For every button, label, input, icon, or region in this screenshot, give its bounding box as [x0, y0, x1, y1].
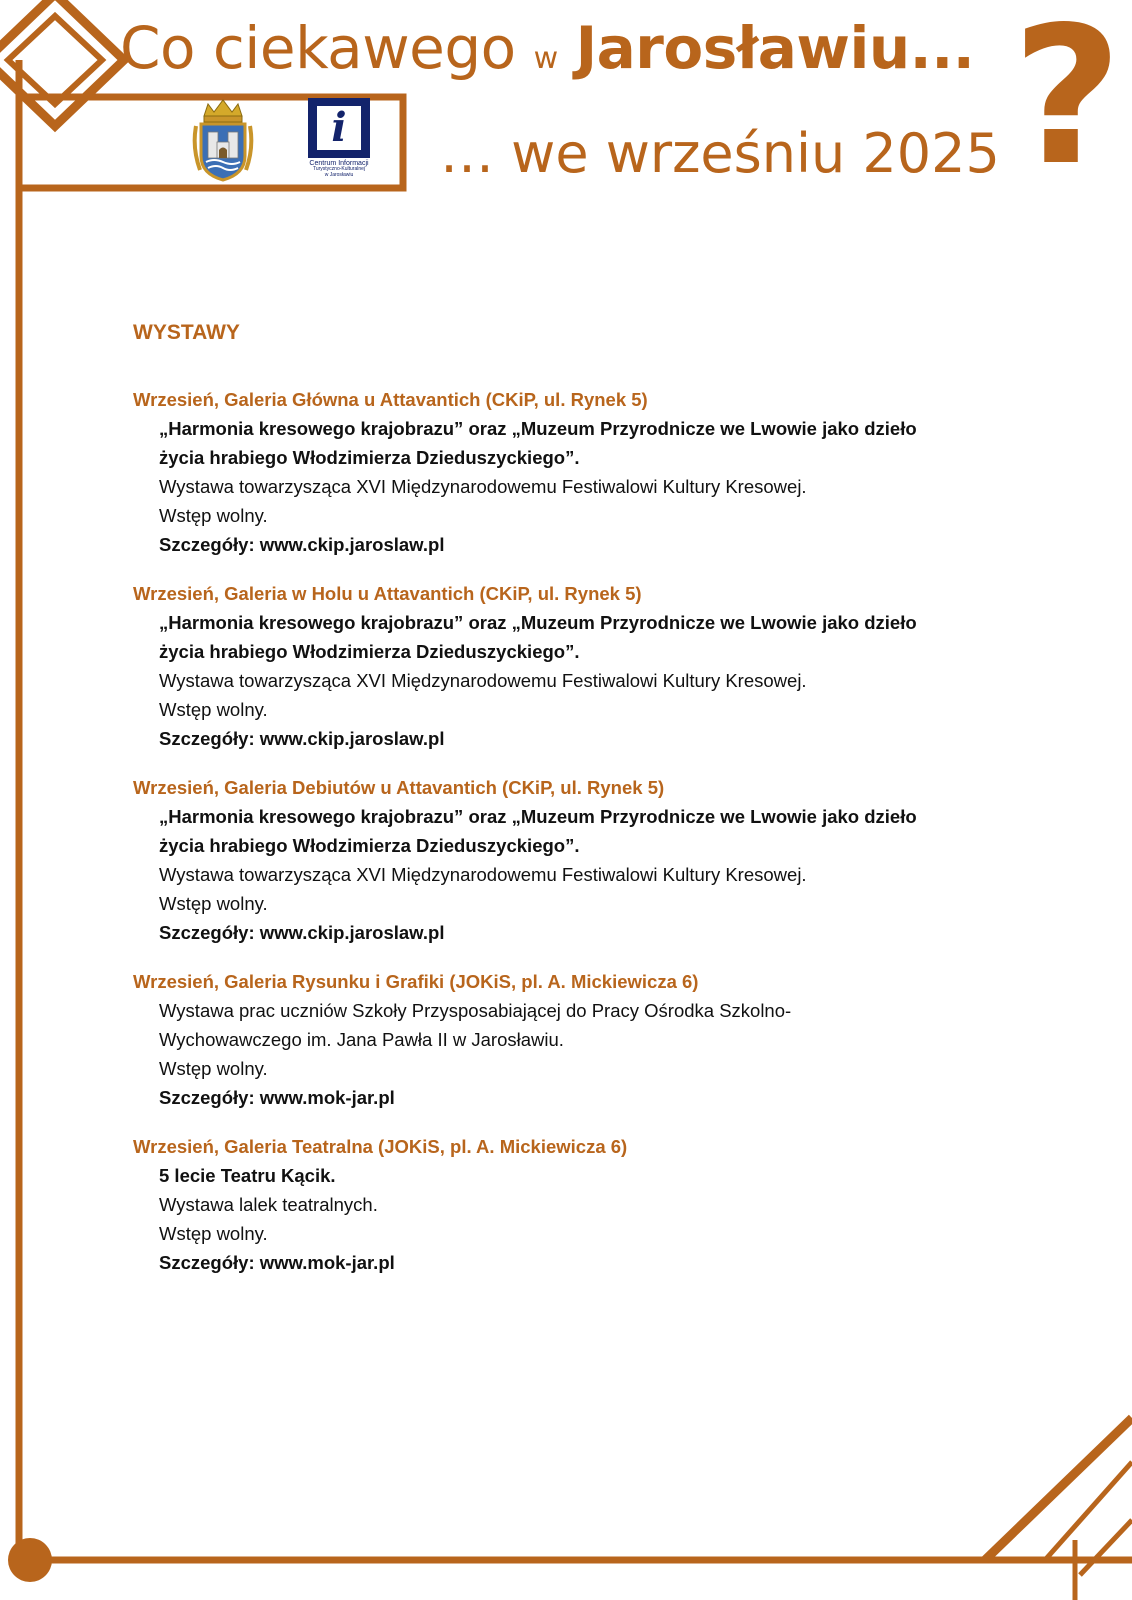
event-details-link[interactable]: Szczegóły: www.ckip.jaroslaw.pl — [159, 728, 445, 749]
event-description: Wystawa towarzysząca XVI Międzynarodowemu Festiwalowi Kultury Kresowej. — [159, 670, 807, 691]
event-heading: Wrzesień, Galeria Rysunku i Grafiki (JOKiS, pl. A. Mickiewicza 6) — [133, 971, 699, 992]
event-details-link[interactable]: Szczegóły: www.ckip.jaroslaw.pl — [159, 922, 445, 943]
event-description: Wystawa prac uczniów Szkoły Przysposabiającej do Pracy Ośrodka Szkolno- — [159, 1000, 792, 1021]
event-description: Wystawa towarzysząca XVI Międzynarodowemu Festiwalowi Kultury Kresowej. — [159, 476, 807, 497]
page-subtitle: … we wrześniu 2025 — [440, 122, 1000, 185]
event-body — [133, 802, 1033, 947]
event-title: życia hrabiego Włodzimierza Dzieduszyckiego”. — [159, 835, 580, 856]
event-title: życia hrabiego Włodzimierza Dzieduszyckiego”. — [159, 447, 580, 468]
event-entry-info: Wstęp wolny. — [159, 1223, 268, 1244]
event-entry-info: Wstęp wolny. — [159, 1058, 268, 1079]
title-part-3: Jarosławiu... — [575, 14, 975, 82]
info-letter: i — [317, 106, 361, 150]
event-title: „Harmonia kresowego krajobrazu” oraz „Muzeum Przyrodnicze we Lwowie jako dzieło — [159, 806, 917, 827]
event-entry-info: Wstęp wolny. — [159, 505, 268, 526]
event-title: 5 lecie Teatru Kącik. — [159, 1165, 336, 1186]
event-details-link[interactable]: Szczegóły: www.ckip.jaroslaw.pl — [159, 534, 445, 555]
event-title: „Harmonia kresowego krajobrazu” oraz „Muzeum Przyrodnicze we Lwowie jako dzieło — [159, 418, 917, 439]
event-title: życia hrabiego Włodzimierza Dzieduszyckiego”. — [159, 641, 580, 662]
page-title — [120, 14, 974, 82]
event-details-link[interactable]: Szczegóły: www.mok-jar.pl — [159, 1087, 395, 1108]
title-part-1: Co ciekawego — [120, 14, 516, 82]
main-content — [133, 318, 1033, 1297]
info-icon — [308, 98, 370, 158]
info-caption-line-1: Centrum Informacji — [309, 160, 369, 167]
event-item — [133, 967, 1033, 1112]
event-item — [133, 773, 1033, 947]
event-heading: Wrzesień, Galeria Debiutów u Attavantich (CKiP, ul. Rynek 5) — [133, 777, 665, 798]
coat-of-arms-icon — [190, 98, 256, 182]
event-heading: Wrzesień, Galeria Teatralna (JOKiS, pl. A. Mickiewicza 6) — [133, 1136, 628, 1157]
info-caption-line-3: w Jarosławiu — [324, 171, 354, 178]
question-mark-decoration: ? — [1012, 0, 1123, 207]
event-entry-info: Wstęp wolny. — [159, 893, 268, 914]
title-part-2: w — [533, 41, 558, 76]
event-body — [133, 414, 1033, 559]
event-description: Wystawa lalek teatralnych. — [159, 1194, 378, 1215]
section-title: WYSTAWY — [133, 321, 240, 344]
frame-diagonal-2 — [1045, 1462, 1132, 1560]
event-heading: Wrzesień, Galeria Główna u Attavantich (CKiP, ul. Rynek 5) — [133, 389, 648, 410]
event-item — [133, 579, 1033, 753]
event-entry-info: Wstęp wolny. — [159, 699, 268, 720]
event-body — [133, 1161, 1033, 1277]
frame-diagonal-3 — [1080, 1520, 1132, 1575]
frame-corner-dot — [8, 1538, 52, 1582]
event-title: „Harmonia kresowego krajobrazu” oraz „Muzeum Przyrodnicze we Lwowie jako dzieło — [159, 612, 917, 633]
event-details-link[interactable]: Szczegóły: www.mok-jar.pl — [159, 1252, 395, 1273]
event-body — [133, 608, 1033, 753]
event-description: Wychowawczego im. Jana Pawła II w Jarosławiu. — [159, 1029, 564, 1050]
event-body — [133, 996, 1033, 1112]
event-heading: Wrzesień, Galeria w Holu u Attavantich (CKiP, ul. Rynek 5) — [133, 583, 642, 604]
tourist-info-logo — [306, 98, 372, 178]
event-item — [133, 385, 1033, 559]
info-caption-line-2: Turystyczno-Kulturalnej — [312, 166, 366, 173]
event-item — [133, 1132, 1033, 1277]
event-description: Wystawa towarzysząca XVI Międzynarodowemu Festiwalowi Kultury Kresowej. — [159, 864, 807, 885]
info-logo-caption — [306, 160, 372, 178]
